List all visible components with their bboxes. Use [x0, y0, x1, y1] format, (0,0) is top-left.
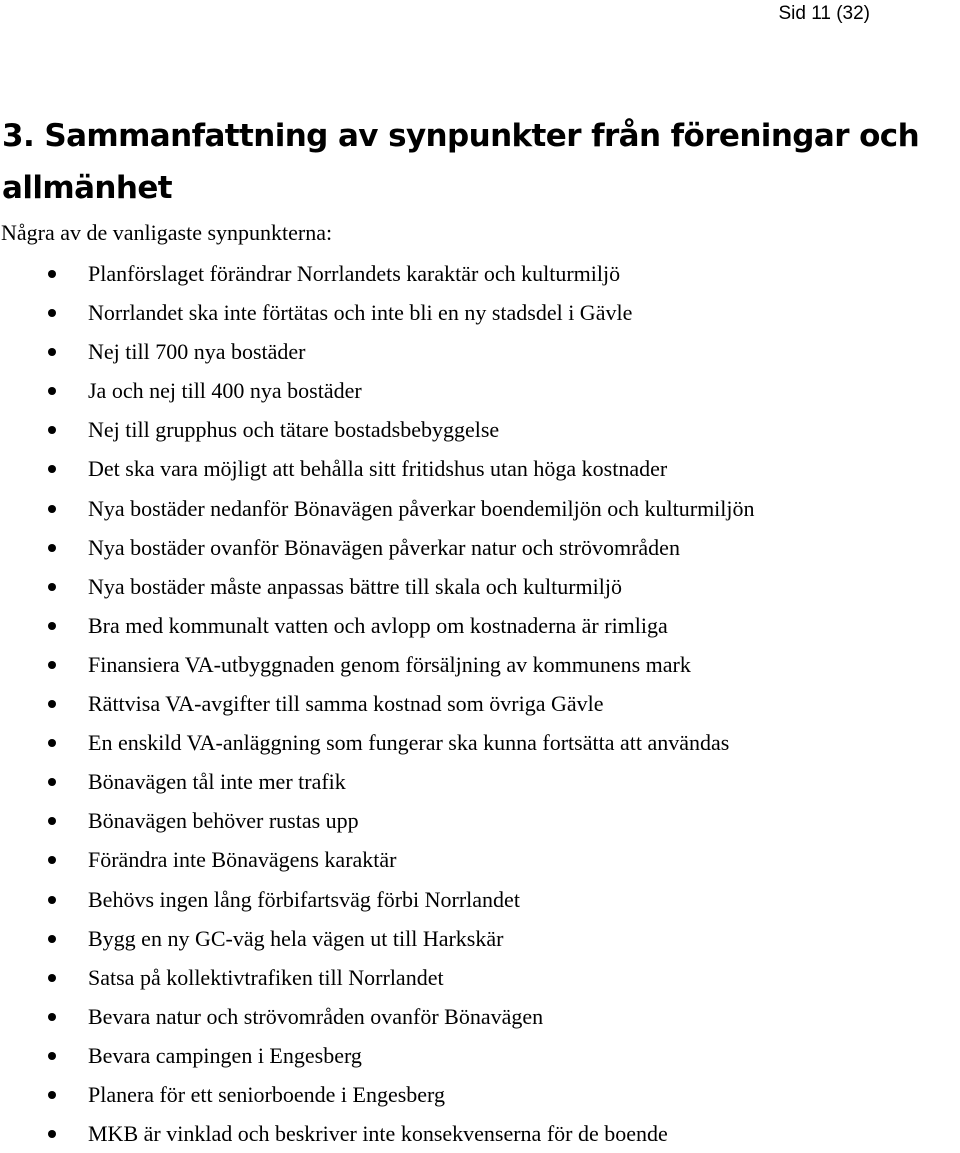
bullet-icon [48, 544, 56, 552]
bullet-icon [48, 622, 56, 630]
list-item-text: Det ska vara möjligt att behålla sitt fritidshus utan höga kostnader [88, 456, 668, 482]
list-item-text: Nej till 700 nya bostäder [88, 339, 306, 365]
list-item [0, 723, 955, 762]
bullet-icon [48, 1091, 56, 1099]
list-item-text: MKB är vinklad och beskriver inte konsekvenserna för de boende [88, 1121, 668, 1147]
list-item-text: Förändra inte Bönavägens karaktär [88, 847, 397, 873]
list-item-text: Nya bostäder måste anpassas bättre till skala och kulturmiljö [88, 573, 622, 599]
list-item [0, 880, 955, 919]
list-item [0, 567, 955, 606]
bullet-icon [48, 974, 56, 982]
section-heading: 3. Sammanfattning av synpunkter från föreningar och allmänhet [2, 118, 920, 206]
list-item [0, 1036, 955, 1075]
bullet-icon [48, 583, 56, 591]
list-item [0, 254, 955, 293]
bullet-icon [48, 739, 56, 747]
list-item-text: Norrlandet ska inte förtätas och inte bli en ny stadsdel i Gävle [88, 300, 633, 326]
list-item [0, 684, 955, 723]
list-item-text: Bönavägen tål inte mer trafik [88, 769, 346, 795]
list-item-text: En enskild VA-anläggning som fungerar ska kunna fortsätta att användas [88, 730, 730, 756]
list-item [0, 645, 955, 684]
list-item [0, 293, 955, 332]
list-item [0, 371, 955, 410]
list-item-text: Satsa på kollektivtrafiken till Norrlandet [88, 964, 444, 990]
bullet-icon [48, 465, 56, 473]
list-item-text: Bygg en ny GC-väg hela vägen ut till Harkskär [88, 925, 504, 951]
list-item [0, 410, 955, 449]
list-item-text: Behövs ingen lång förbifartsväg förbi Norrlandet [88, 886, 520, 912]
page-number: Sid 11 (32) [778, 3, 870, 24]
list-item-text: Bönavägen behöver rustas upp [88, 808, 359, 834]
list-item-text: Planförslaget förändrar Norrlandets karaktär och kulturmiljö [88, 261, 621, 286]
list-item [0, 762, 955, 801]
bullet-icon [48, 778, 56, 786]
bullet-icon [48, 387, 56, 395]
list-item [0, 1075, 955, 1114]
list-item [0, 528, 955, 567]
bullet-icon [48, 700, 56, 708]
list-item [0, 919, 955, 958]
list-item [0, 449, 955, 488]
bullet-icon [48, 935, 56, 943]
intro-text: Några av de vanligaste synpunkterna: [1, 220, 333, 245]
bullet-list [0, 254, 955, 1153]
list-item-text: Bra med kommunalt vatten och avlopp om kostnaderna är rimliga [88, 612, 668, 638]
bullet-icon [48, 817, 56, 825]
bullet-icon [48, 1052, 56, 1060]
list-item [0, 606, 955, 645]
list-item [0, 958, 955, 997]
list-item-text: Nya bostäder nedanför Bönavägen påverkar boendemiljön och kulturmiljön [88, 495, 755, 521]
list-item [0, 801, 955, 840]
bullet-icon [48, 309, 56, 317]
bullet-icon [48, 856, 56, 864]
list-item [0, 332, 955, 371]
list-item-text: Bevara natur och strövområden ovanför Bönavägen [88, 1003, 544, 1029]
list-item-text: Bevara campingen i Engesberg [88, 1042, 362, 1068]
list-item-text: Planera för ett seniorboende i Engesberg [88, 1081, 445, 1107]
list-item [0, 997, 955, 1036]
list-item-text: Nej till grupphus och tätare bostadsbebyggelse [88, 417, 500, 443]
bullet-icon [48, 348, 56, 356]
bullet-icon [48, 1130, 56, 1138]
list-item-text: Nya bostäder ovanför Bönavägen påverkar natur och strövområden [88, 534, 680, 560]
list-item [0, 840, 955, 879]
list-item-text: Finansiera VA-utbyggnaden genom försäljning av kommunens mark [88, 651, 691, 677]
bullet-icon [48, 1013, 56, 1021]
bullet-icon [48, 270, 56, 278]
list-item [0, 489, 955, 528]
list-item-text: Ja och nej till 400 nya bostäder [88, 378, 362, 404]
bullet-icon [48, 426, 56, 434]
bullet-icon [48, 896, 56, 904]
list-item-text: Rättvisa VA-avgifter till samma kostnad som övriga Gävle [88, 691, 604, 717]
bullet-icon [48, 661, 56, 669]
list-item [0, 1114, 955, 1153]
bullet-icon [48, 505, 56, 513]
